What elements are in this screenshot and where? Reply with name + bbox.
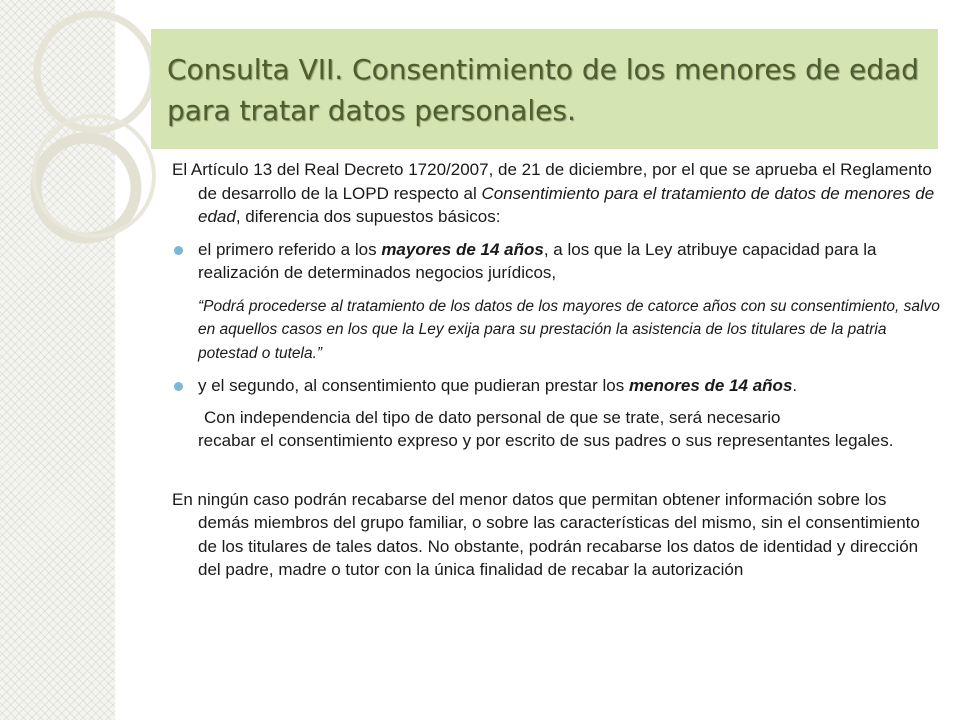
- ring-decoration: [0, 0, 160, 720]
- bullet1-emphasis: mayores de 14 años: [381, 239, 544, 259]
- intro-italic: Consentimiento para el tratamiento de datos de menores de edad: [198, 183, 935, 226]
- bullet1-text-2: , a los que la Ley atribuye capacidad para la realización de determinados negocios jurídicos,: [198, 239, 877, 282]
- ring-middle: [36, 138, 136, 238]
- bullet-dot: [174, 246, 183, 255]
- bullet1-text-1: el primero referido a los: [198, 239, 382, 259]
- follow-up-paragraph: [172, 406, 940, 453]
- final-paragraph: En ningún caso podrán recabarse del menor datos que permitan obtener información sobre los demás miembros del grupo familiar, o sobre las características del mismo, sin el consentimiento de los titulares de tales datos. No obstante, podrán recabarse los datos de identidad y dirección del padre, madre o tutor con la única finalidad de recabar la autorización: [172, 489, 920, 579]
- intro-text-1: El Artículo 13 del Real Decreto 1720/2007, de 21 de diciembre, por el que se aprueba el Reglamento de desarrollo de la LOPD respecto al: [172, 160, 932, 203]
- bullet-item-mayores: [172, 238, 940, 285]
- bullet2-text-1: y el segundo, al consentimiento que pudieran prestar los: [198, 376, 629, 395]
- ring-large: [37, 14, 153, 130]
- bullet2-text-2: .: [792, 376, 798, 395]
- follow-up-rest: recabar el consentimiento expreso y por escrito de sus padres o sus representantes legales.: [198, 431, 894, 450]
- follow-up-lead: Con independencia del tipo de dato personal de que se trate, será necesario: [204, 407, 781, 427]
- bullet-dot: [174, 382, 183, 391]
- intro-paragraph: [172, 158, 940, 229]
- bullet-item-menores: [172, 374, 940, 398]
- title-band: [151, 29, 938, 149]
- law-quote: “Podrá procederse al tratamiento de los datos de los mayores de catorce años con su consentimiento, salvo en aquellos casos en los que la Ley exija para su prestación la asistencia de los titulares de la patria potestad o tutela.”: [198, 297, 940, 362]
- slide-title: Consulta VII. Consentimiento de los menores de edad para tratar datos personales.: [167, 53, 919, 127]
- slide-body: [172, 158, 940, 582]
- bullet2-emphasis: menores de 14 años: [628, 376, 793, 395]
- intro-text-2: , diferencia dos supuestos básicos:: [235, 207, 501, 226]
